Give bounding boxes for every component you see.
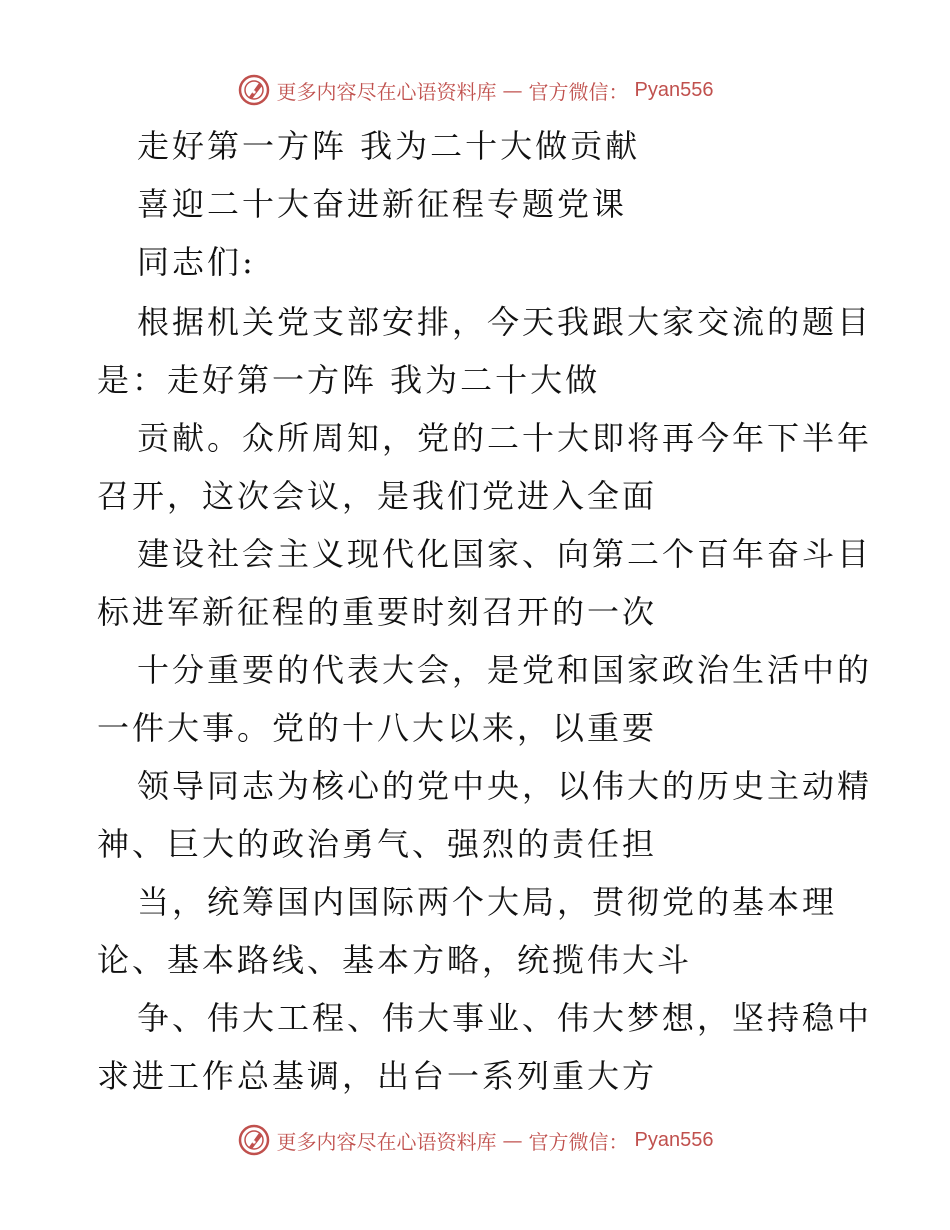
header-dash: —	[502, 78, 523, 102]
doc-line: 争、伟大工程、伟大事业、伟大梦想，坚持稳中	[137, 999, 873, 1037]
pen-nib-circle-icon	[237, 1123, 271, 1157]
footer-wechat-id: Pyan556	[634, 1128, 714, 1151]
doc-line: 神、巨大的政治勇气、强烈的责任担	[97, 825, 658, 863]
footer-wechat-label: 官方微信：	[528, 1129, 629, 1154]
doc-line: 求进工作总基调，出台一系列重大方	[97, 1057, 658, 1095]
doc-line: 召开，这次会议，是我们党进入全面	[97, 477, 658, 515]
header-banner	[0, 72, 950, 108]
doc-line: 当，统筹国内国际两个大局，贯彻党的基本理	[137, 883, 838, 921]
footer-banner	[0, 1122, 950, 1158]
header-wechat-id: Pyan556	[634, 78, 714, 101]
doc-line: 十分重要的代表大会，是党和国家政治生活中的	[137, 651, 873, 689]
doc-line: 论、基本路线、基本方略，统揽伟大斗	[97, 941, 693, 979]
pen-nib-circle-icon	[237, 73, 271, 107]
header-wechat-label: 官方微信：	[528, 79, 629, 104]
header-site-text: 更多内容尽在心语资料库	[276, 79, 497, 104]
doc-line: 领导同志为核心的党中央，以伟大的历史主动精	[137, 767, 873, 805]
footer-site-text: 更多内容尽在心语资料库	[276, 1129, 497, 1154]
doc-line: 是：走好第一方阵 我为二十大做	[97, 361, 601, 399]
doc-line: 建设社会主义现代化国家、向第二个百年奋斗目	[137, 535, 873, 573]
doc-line: 标进军新征程的重要时刻召开的一次	[97, 593, 658, 631]
doc-subtitle: 喜迎二十大奋进新征程专题党课	[137, 185, 628, 223]
footer-dash: —	[502, 1128, 523, 1152]
doc-line: 一件大事。党的十八大以来，以重要	[97, 709, 658, 747]
doc-title: 走好第一方阵 我为二十大做贡献	[137, 127, 641, 165]
doc-line: 根据机关党支部安排，今天我跟大家交流的题目	[137, 303, 873, 341]
doc-line: 贡献。众所周知，党的二十大即将再今年下半年	[137, 419, 873, 457]
doc-greeting: 同志们:	[137, 243, 256, 281]
